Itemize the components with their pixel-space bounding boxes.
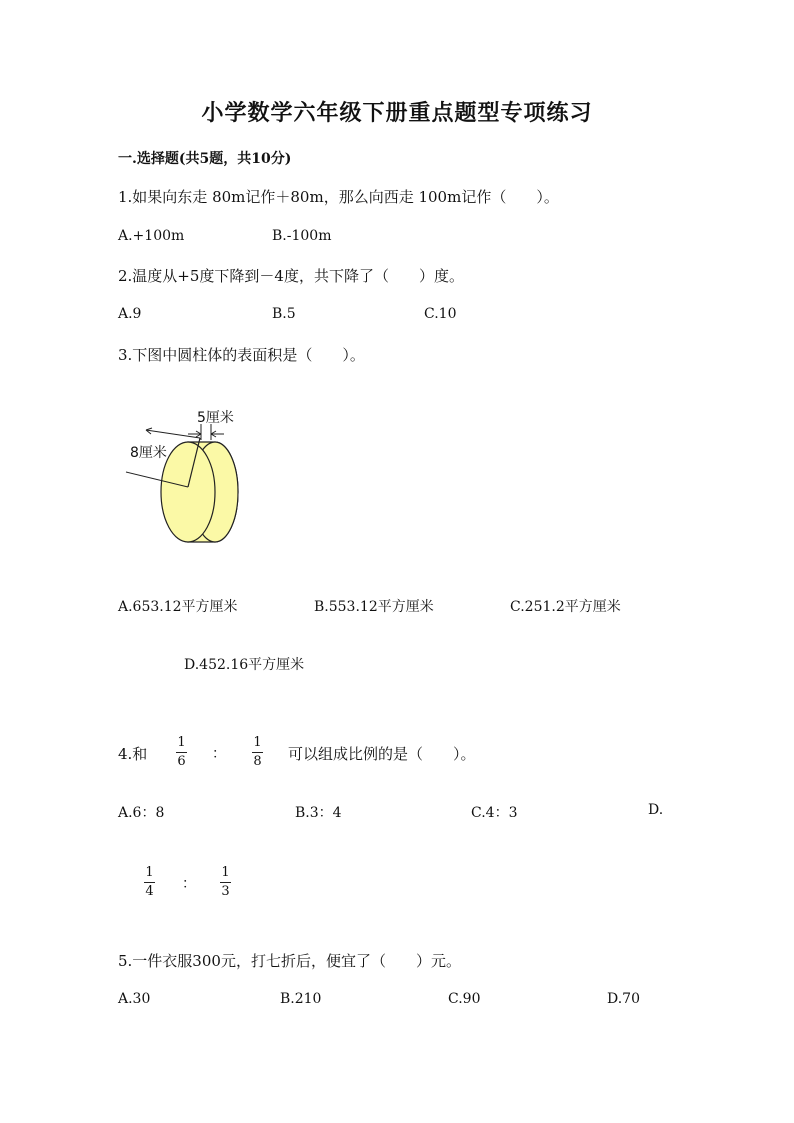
option-d-ratio-colon: ：: [182, 876, 196, 892]
question-5-option-d: D.70: [607, 991, 640, 1007]
height-label: 5厘米: [197, 410, 234, 426]
fraction-numerator: 1: [221, 865, 230, 880]
question-3-option-a: A.653.12平方厘米: [118, 599, 238, 615]
question-4-option-b: B.3：4: [295, 805, 342, 821]
cylinder-figure: [118, 400, 258, 550]
option-d-fraction-b: [220, 866, 231, 900]
fraction-bar: [220, 882, 231, 883]
question-4-option-c: C.4：3: [471, 805, 518, 821]
question-1-stem: 1.如果向东走 80m记作＋80m，那么向西走 100m记作（ ）。: [118, 188, 559, 206]
fraction-denominator: 6: [177, 754, 186, 770]
question-4-option-d: D.: [648, 802, 664, 818]
fraction-numerator: 1: [253, 735, 262, 750]
question-3-option-b: B.553.12平方厘米: [314, 599, 434, 615]
question-4-ratio-colon: ：: [212, 746, 226, 762]
fraction-numerator: 1: [145, 865, 154, 880]
question-4-stem-prefix: 4.和: [118, 745, 148, 763]
question-1-option-b: B.-100m: [272, 228, 332, 244]
fraction-bar: [176, 752, 187, 753]
question-3-option-d: D.452.16平方厘米: [184, 657, 305, 673]
fraction-denominator: 4: [145, 884, 154, 900]
question-4-fraction-a: [176, 736, 187, 770]
fraction-bar: [144, 882, 155, 883]
question-2-option-b: B.5: [272, 306, 296, 322]
radius-label: 8厘米: [130, 445, 167, 461]
question-2-option-c: C.10: [424, 306, 457, 322]
question-4-stem-suffix: 可以组成比例的是（ ）。: [288, 745, 476, 763]
question-1-option-a: A.+100m: [118, 228, 185, 244]
question-4-option-a: A.6：8: [118, 805, 165, 821]
option-d-fraction-a: [144, 866, 155, 900]
question-5-option-b: B.210: [280, 991, 322, 1007]
fraction-denominator: 3: [221, 884, 230, 900]
fraction-numerator: 1: [177, 735, 186, 750]
question-5-option-c: C.90: [448, 991, 481, 1007]
question-3-stem: 3.下图中圆柱体的表面积是（ ）。: [118, 346, 365, 364]
question-5-option-a: A.30: [118, 991, 151, 1007]
fraction-denominator: 8: [253, 754, 262, 770]
fraction-bar: [252, 752, 263, 753]
question-2-stem: 2.温度从+5度下降到－4度，共下降了（ ）度。: [118, 267, 464, 285]
question-4-fraction-b: [252, 736, 263, 770]
question-5-stem: 5.一件衣服300元，打七折后，便宜了（ ）元。: [118, 952, 461, 970]
section-heading: 一.选择题(共5题，共10分): [118, 151, 292, 167]
question-3-option-c: C.251.2平方厘米: [510, 599, 621, 615]
question-2-option-a: A.9: [118, 306, 142, 322]
cylinder-front-face: [161, 442, 215, 542]
page-title: 小学数学六年级下册重点题型专项练习: [201, 100, 593, 126]
